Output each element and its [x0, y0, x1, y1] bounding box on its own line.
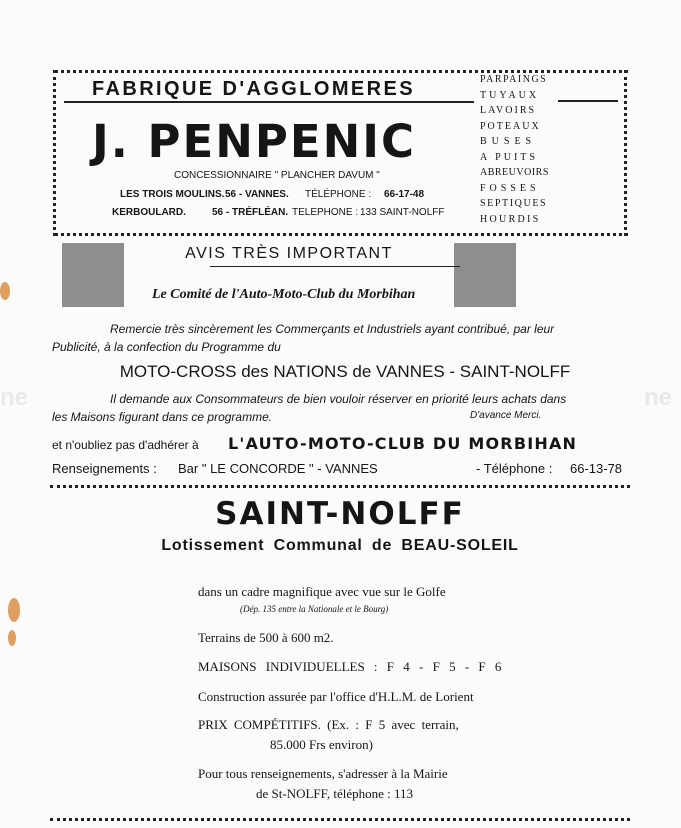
bleed-through-mark: ne [644, 384, 673, 411]
lotissement-subtitle: Lotissement Communal de BEAU-SOLEIL [161, 537, 519, 554]
product-item: HOURDIS [480, 213, 541, 225]
lot-line-5a: PRIX COMPÉTITIFS. (Ex. : F 5 avec terrain, [198, 717, 459, 732]
address-phone-2: 133 SAINT-NOLFF [360, 207, 445, 218]
request-line-1: Il demande aux Consommateurs de bien vouloir réserver en priorité leurs achats dans [110, 392, 567, 406]
product-item: POTEAUX [480, 120, 541, 132]
lot-line-6b: de St-NOLFF, téléphone : 113 [256, 786, 413, 801]
lot-line-3: MAISONS INDIVIDUELLES : F 4 - F 5 - F 6 [198, 659, 502, 674]
notice-title: AVIS TRÈS IMPORTANT [185, 245, 393, 262]
request-line-2: les Maisons figurant dans ce programme. [52, 410, 273, 424]
concession-line: CONCESSIONNAIRE " PLANCHER DAVUM " [174, 170, 380, 181]
lot-line-1: dans un cadre magnifique avec vue sur le Golfe [198, 584, 446, 599]
bottom-divider [50, 818, 630, 821]
product-item: ABREUVOIRS [480, 167, 549, 178]
product-item: SEPTIQUES [480, 198, 548, 209]
product-item: LAVOIRS [480, 105, 537, 116]
lot-line-1-note: (Dép. 135 entre la Nationale et le Bourg) [240, 604, 389, 614]
address-place-1: LES TROIS MOULINS. [120, 189, 225, 200]
lot-line-6a: Pour tous renseignements, s'adresser à la Mairie [198, 766, 448, 781]
join-prefix: et n'oubliez pas d'adhérer à [52, 438, 199, 452]
product-item: PARPAINGS [480, 74, 548, 85]
notice-title-rule [210, 266, 460, 267]
thanks-ahead: D'avance Merci. [470, 410, 542, 421]
info-bar: Bar " LE CONCORDE " - VANNES [178, 461, 378, 476]
company-name: J. PENPENIC [92, 115, 417, 168]
info-label: Renseignements : [52, 461, 157, 476]
lot-line-5b: 85.000 Frs environ) [270, 737, 373, 752]
gray-redaction-block [454, 243, 516, 307]
thanks-line-1: Remercie très sincèrement les Commerçants et Industriels ayant contribué, par leur [110, 322, 555, 336]
address-city-2: 56 - TRÉFLÉAN. [212, 207, 289, 218]
binder-hole-stain [8, 630, 16, 646]
info-phone: 66-13-78 [570, 461, 623, 476]
binder-hole-stain [0, 282, 10, 300]
lot-line-2: Terrains de 500 à 600 m2. [198, 630, 334, 645]
section-divider [50, 485, 630, 488]
committee-line: Le Comité de l'Auto-Moto-Club du Morbihan [152, 287, 416, 302]
address-phone-label-1: TÉLÉPHONE : [305, 189, 372, 200]
product-item: FOSSES [480, 182, 540, 194]
gray-redaction-block [62, 243, 124, 307]
event-name: MOTO-CROSS des NATIONS de VANNES - SAINT-NOLFF [119, 362, 571, 381]
binder-hole-stain [8, 598, 20, 622]
address-city-1: 56 - VANNES. [225, 189, 289, 200]
product-item: BUSES [480, 136, 537, 147]
info-phone-label: - Téléphone : [476, 461, 553, 476]
address-place-2: KERBOULARD. [112, 207, 186, 218]
town-title: SAINT-NOLFF [215, 496, 465, 532]
product-item: A PUITS [480, 151, 538, 163]
products-rule [558, 100, 618, 102]
thanks-line-2: Publicité, à la confection du Programme du [52, 340, 281, 354]
title-rule [64, 101, 474, 103]
bleed-through-mark: ne [0, 384, 29, 411]
club-name: L'AUTO-MOTO-CLUB DU MORBIHAN [228, 434, 578, 453]
fabrique-title: FABRIQUE D'AGGLOMERES [92, 78, 415, 100]
product-list [480, 74, 564, 229]
product-item: TUYAUX [480, 89, 540, 101]
address-phone-1: 66-17-48 [384, 189, 425, 200]
lot-line-4: Construction assurée par l'office d'H.L.M. de Lorient [198, 689, 474, 704]
address-phone-label-2: TELEPHONE : [292, 207, 359, 218]
